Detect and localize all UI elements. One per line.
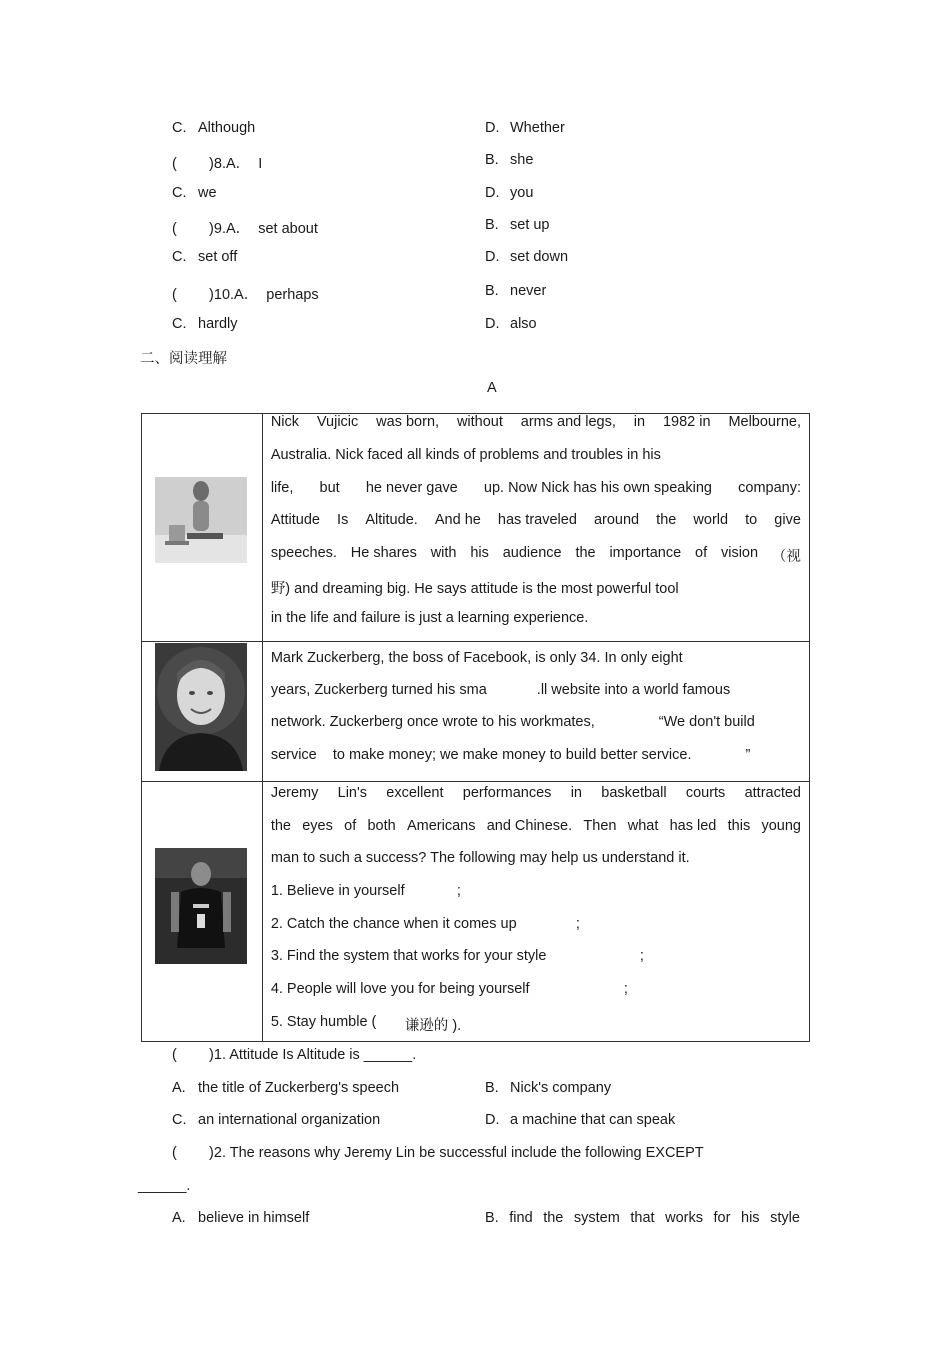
q7-option-c: C. Although [172,120,256,136]
mark-text-cell [262,642,809,782]
jeremy-line-3: man to such a success? The following may help us understand it. [270,850,690,866]
q2-option-a: A. believe in himself [172,1210,310,1226]
nick-line-3: life, but he never gave up. Now Nick has his own speaking company: [270,480,801,496]
mark-line-2: years, Zuckerberg turned his sma .ll website into a world famous [270,682,731,698]
q10-option-a: ( )10.A． perhaps [172,287,319,303]
nick-figure-icon [155,477,247,563]
jeremy-photo-cell [142,782,263,1042]
mark-line-4: service to make money; we make money to build better service. ” [270,747,751,763]
q9-option-a: ( )9.A． set about [172,221,318,237]
q2-stem-continued: ______. [138,1178,191,1194]
q1-stem: ( )1. Attitude Is Altitude is ______. [172,1047,417,1063]
q8-option-c: C. we [172,185,217,201]
q1-option-c: C. an international organization [172,1112,381,1128]
jeremy-tip-5: 5. Stay humble ( 谦逊的 ). [270,1014,462,1034]
q1-option-a: A. the title of Zuckerberg's speech [172,1080,400,1096]
nick-line-4: Attitude Is Altitude. And he has traveled around the world to give [270,512,801,528]
jeremy-tip-2: 2. Catch the chance when it comes up ; [270,916,580,932]
nick-row [142,414,810,642]
jeremy-tip-1: 1. Believe in yourself ; [270,883,461,899]
jeremy-line-2: the eyes of both Americans and Chinese. Then what has led this young [270,818,801,834]
nick-photo-cell [142,414,263,642]
mark-line-3: network. Zuckerberg once wrote to his workmates, “We don't build [270,714,755,730]
nick-photo [155,477,247,563]
q2-option-b: B. find the system that works for his style [485,1210,800,1226]
section-heading: 二、阅读理解 [140,351,227,367]
mark-row [142,642,810,782]
q9-option-c: C. set off [172,249,238,265]
jeremy-tip-4: 4. People will love you for being yourself ; [270,981,628,997]
q9-option-b: B. set up [485,217,550,233]
reading-table [141,413,810,1042]
passage-label: A [487,380,497,396]
q1-option-b: B. Nick's company [485,1080,612,1096]
jeremy-photo [155,848,247,964]
q10-option-b: B. never [485,283,547,299]
q8-option-d: D. you [485,185,534,201]
jeremy-line-1: Jeremy Lin's excellent performances in basketball courts attracted [270,785,801,801]
jeremy-tip-3: 3. Find the system that works for your style ; [270,948,644,964]
nick-line-7: in the life and failure is just a learning experience. [270,610,589,626]
mark-line-1: Mark Zuckerberg, the boss of Facebook, is only 34. In only eight [270,650,683,666]
nick-line-2: Australia. Nick faced all kinds of problems and troubles in his [270,447,661,463]
q8-option-a: ( )8.A． I [172,156,263,172]
jeremy-row [142,782,810,1042]
q10-option-d: D. also [485,316,537,332]
nick-line-6: 野) and dreaming big. He says attitude is the most powerful tool [270,581,679,597]
jeremy-text-cell [262,782,809,1042]
mark-portrait-icon [155,643,247,771]
nick-text-cell [262,414,809,642]
mark-photo-cell [142,642,263,782]
nick-line-5: speeches. He shares with his audience the importance of vision （视 [270,545,801,565]
q10-option-c: C. hardly [172,316,238,332]
q8-option-b: B. she [485,152,534,168]
nick-line-1: Nick Vujicic was born, without arms and legs, in 1982 in Melbourne, [270,414,801,430]
q1-option-d: D. a machine that can speak [485,1112,676,1128]
q7-option-d: D. Whether [485,120,565,136]
q2-stem: ( )2. The reasons why Jeremy Lin be successful include the following EXCEPT [172,1145,704,1161]
mark-photo [155,643,247,771]
jeremy-player-icon [155,848,247,964]
q9-option-d: D. set down [485,249,569,265]
